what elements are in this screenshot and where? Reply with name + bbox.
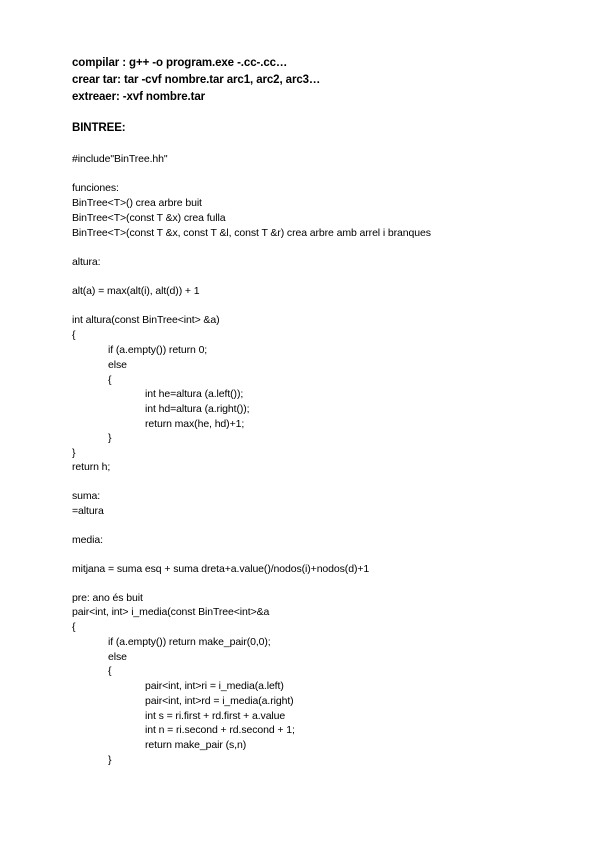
code-line: if (a.empty()) return make_pair(0,0); xyxy=(108,636,271,648)
code-line: { xyxy=(72,329,76,341)
funciones-item: BinTree<T>() crea arbre buit xyxy=(72,197,202,209)
code-line: int hd=altura (a.right()); xyxy=(145,403,250,415)
code-line: pair<int, int>rd = i_media(a.right) xyxy=(145,695,294,707)
code-line: int s = ri.first + rd.first + a.value xyxy=(145,710,286,722)
funciones-item: BinTree<T>(const T &x) crea fulla xyxy=(72,212,226,224)
code-line: int altura(const BinTree<int> &a) xyxy=(72,314,220,326)
code-line: { xyxy=(108,665,112,677)
code-line: return max(he, hd)+1; xyxy=(145,418,245,430)
code-line: } xyxy=(72,447,76,459)
suma-note: =altura xyxy=(72,505,104,517)
code-line: { xyxy=(72,621,76,633)
section-title: BINTREE: xyxy=(72,122,126,134)
code-line: pair<int, int> i_media(const BinTree<int>&a xyxy=(72,606,270,618)
altura-formula: alt(a) = max(alt(i), alt(d)) + 1 xyxy=(72,285,200,297)
code-line: return make_pair (s,n) xyxy=(145,739,247,751)
code-line: { xyxy=(108,374,112,386)
compile-command: compilar : g++ -o program.exe -.cc-.cc… xyxy=(72,57,288,69)
code-line: int he=altura (a.left()); xyxy=(145,388,244,400)
media-label: media: xyxy=(72,534,103,546)
code-line: pair<int, int>ri = i_media(a.left) xyxy=(145,680,284,692)
media-formula: mitjana = suma esq + suma dreta+a.value()/nodos(i)+nodos(d)+1 xyxy=(72,563,370,575)
code-line: else xyxy=(108,651,127,663)
code-line: if (a.empty()) return 0; xyxy=(108,344,208,356)
code-line: } xyxy=(108,754,112,766)
extract-command: extreaer: -xvf nombre.tar xyxy=(72,91,205,103)
media-precondition: pre: ano és buit xyxy=(72,592,143,604)
code-line: else xyxy=(108,359,127,371)
suma-label: suma: xyxy=(72,490,101,502)
code-line: return h; xyxy=(72,461,111,473)
funciones-item: BinTree<T>(const T &x, const T &l, const T &r) crea arbre amb arrel i branques xyxy=(72,227,431,239)
code-line: int n = ri.second + rd.second + 1; xyxy=(145,724,295,736)
create-tar-command: crear tar: tar -cvf nombre.tar arc1, arc2, arc3… xyxy=(72,74,321,86)
code-line: } xyxy=(108,432,112,444)
altura-label: altura: xyxy=(72,256,101,268)
funciones-label: funciones: xyxy=(72,182,119,194)
include-line: #include"BinTree.hh" xyxy=(72,153,168,165)
